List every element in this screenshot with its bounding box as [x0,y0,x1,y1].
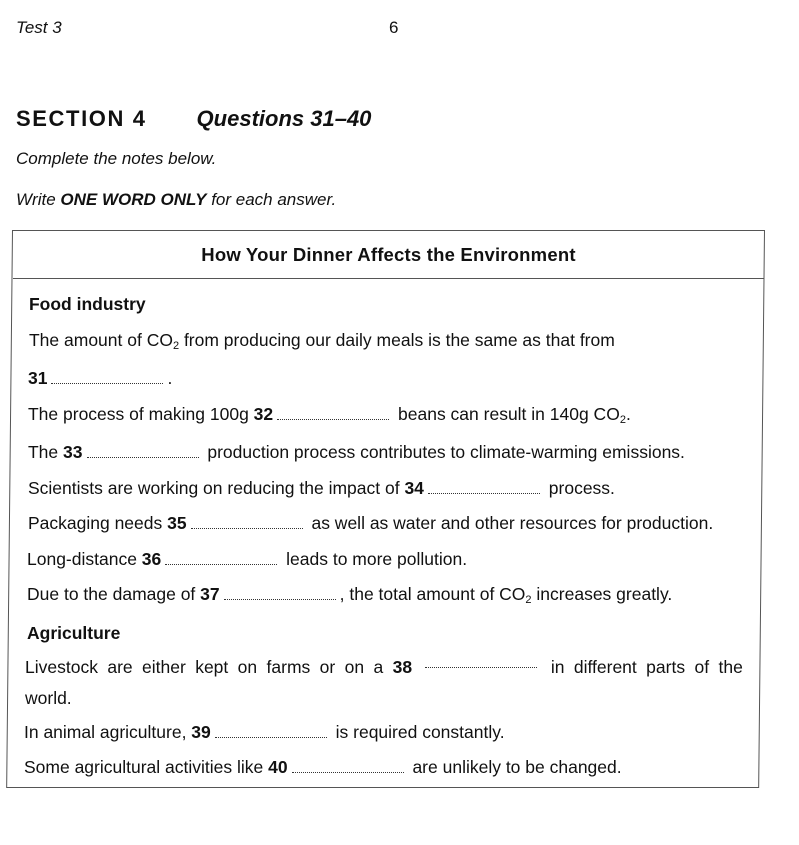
note-33 [28,442,685,463]
word: the [718,657,743,677]
text: , the total amount of CO [339,584,526,604]
text: from producing our daily meals is the same as that from [179,330,615,350]
text: production process contributes to climate-warming emissions. [202,442,685,462]
text: Some agricultural activities like [23,757,269,777]
note-31-line1 [29,330,615,351]
answer-blank-33[interactable] [86,447,198,458]
answer-blank-32[interactable] [277,409,389,420]
text: The amount of CO [28,330,173,350]
note-38-line2: world. [24,688,72,708]
text: Long-distance [26,549,142,569]
instruction-complete-notes: Complete the notes below. [16,149,217,168]
question-number-36: 36 [141,549,162,569]
text: Scientists are working on reducing the impact of [27,478,405,498]
question-number-34: 34 [404,478,424,498]
text: In animal agriculture, [23,722,192,742]
note-36 [27,549,467,570]
question-number-33: 33 [63,442,83,462]
page-number: 6 [389,18,399,37]
text: are unlikely to be changed. [407,757,622,777]
note-35 [28,513,713,534]
text: . [167,368,173,388]
instruction-suffix: for each answer. [206,190,337,209]
instruction-prefix: Write [16,190,61,209]
question-number-40: 40 [268,757,288,777]
notes-title: How Your Dinner Affects the Environment [13,231,764,279]
note-37 [27,584,672,605]
note-32 [28,404,631,425]
question-number-37: 37 [200,584,220,604]
section-heading [16,106,371,132]
text: The [27,442,64,462]
answer-blank-38[interactable] [425,657,537,668]
question-number-38: 38 [392,657,413,677]
word: of [694,657,710,677]
test-label: Test 3 [16,18,62,37]
subheading-food-industry: Food industry [28,294,146,314]
text: increases greatly. [531,584,673,604]
questions-range: Questions 31–40 [196,106,372,131]
note-40 [24,757,622,778]
notes-box [6,230,765,788]
note-34 [28,478,615,499]
subscript: 2 [172,340,180,352]
answer-blank-39[interactable] [215,727,327,738]
word: on [237,657,258,677]
text: Packaging needs [27,513,168,533]
word: different [573,657,637,677]
word: a [373,657,384,677]
word: or [319,657,336,677]
subscript: 2 [525,594,532,606]
word: farms [266,657,311,677]
answer-blank-31[interactable] [51,373,163,384]
text: as well as water and other resources for production. [306,513,714,533]
text: Due to the damage of [26,584,201,604]
word: Livestock [24,657,98,677]
word: parts [646,657,686,677]
text: is required constantly. [330,722,505,742]
note-39 [24,722,505,743]
note-38-line1 [25,657,743,678]
answer-blank-36[interactable] [165,554,277,565]
text: leads to more pollution. [281,549,468,569]
question-number-35: 35 [167,513,187,533]
text: The process of making 100g [27,404,254,424]
text: process. [543,478,615,498]
section-label: SECTION 4 [16,106,147,131]
text: beans can result in 140g CO [393,404,620,424]
subheading-agriculture: Agriculture [26,623,121,643]
word: are [107,657,133,677]
question-number-31: 31 [27,368,48,388]
answer-blank-40[interactable] [292,762,404,773]
answer-blank-34[interactable] [428,483,540,494]
instruction-word-limit [16,190,336,210]
question-number-32: 32 [253,404,274,424]
word: kept [195,657,229,677]
word-limit: ONE WORD ONLY [60,190,207,209]
answer-blank-35[interactable] [191,518,303,529]
text: . [625,404,631,424]
question-number-39: 39 [191,722,211,742]
answer-blank-37[interactable] [224,589,336,600]
subscript: 2 [619,414,626,426]
word: on [344,657,365,677]
note-31-line2 [28,368,172,389]
word: in [550,657,565,677]
word: either [142,657,186,677]
